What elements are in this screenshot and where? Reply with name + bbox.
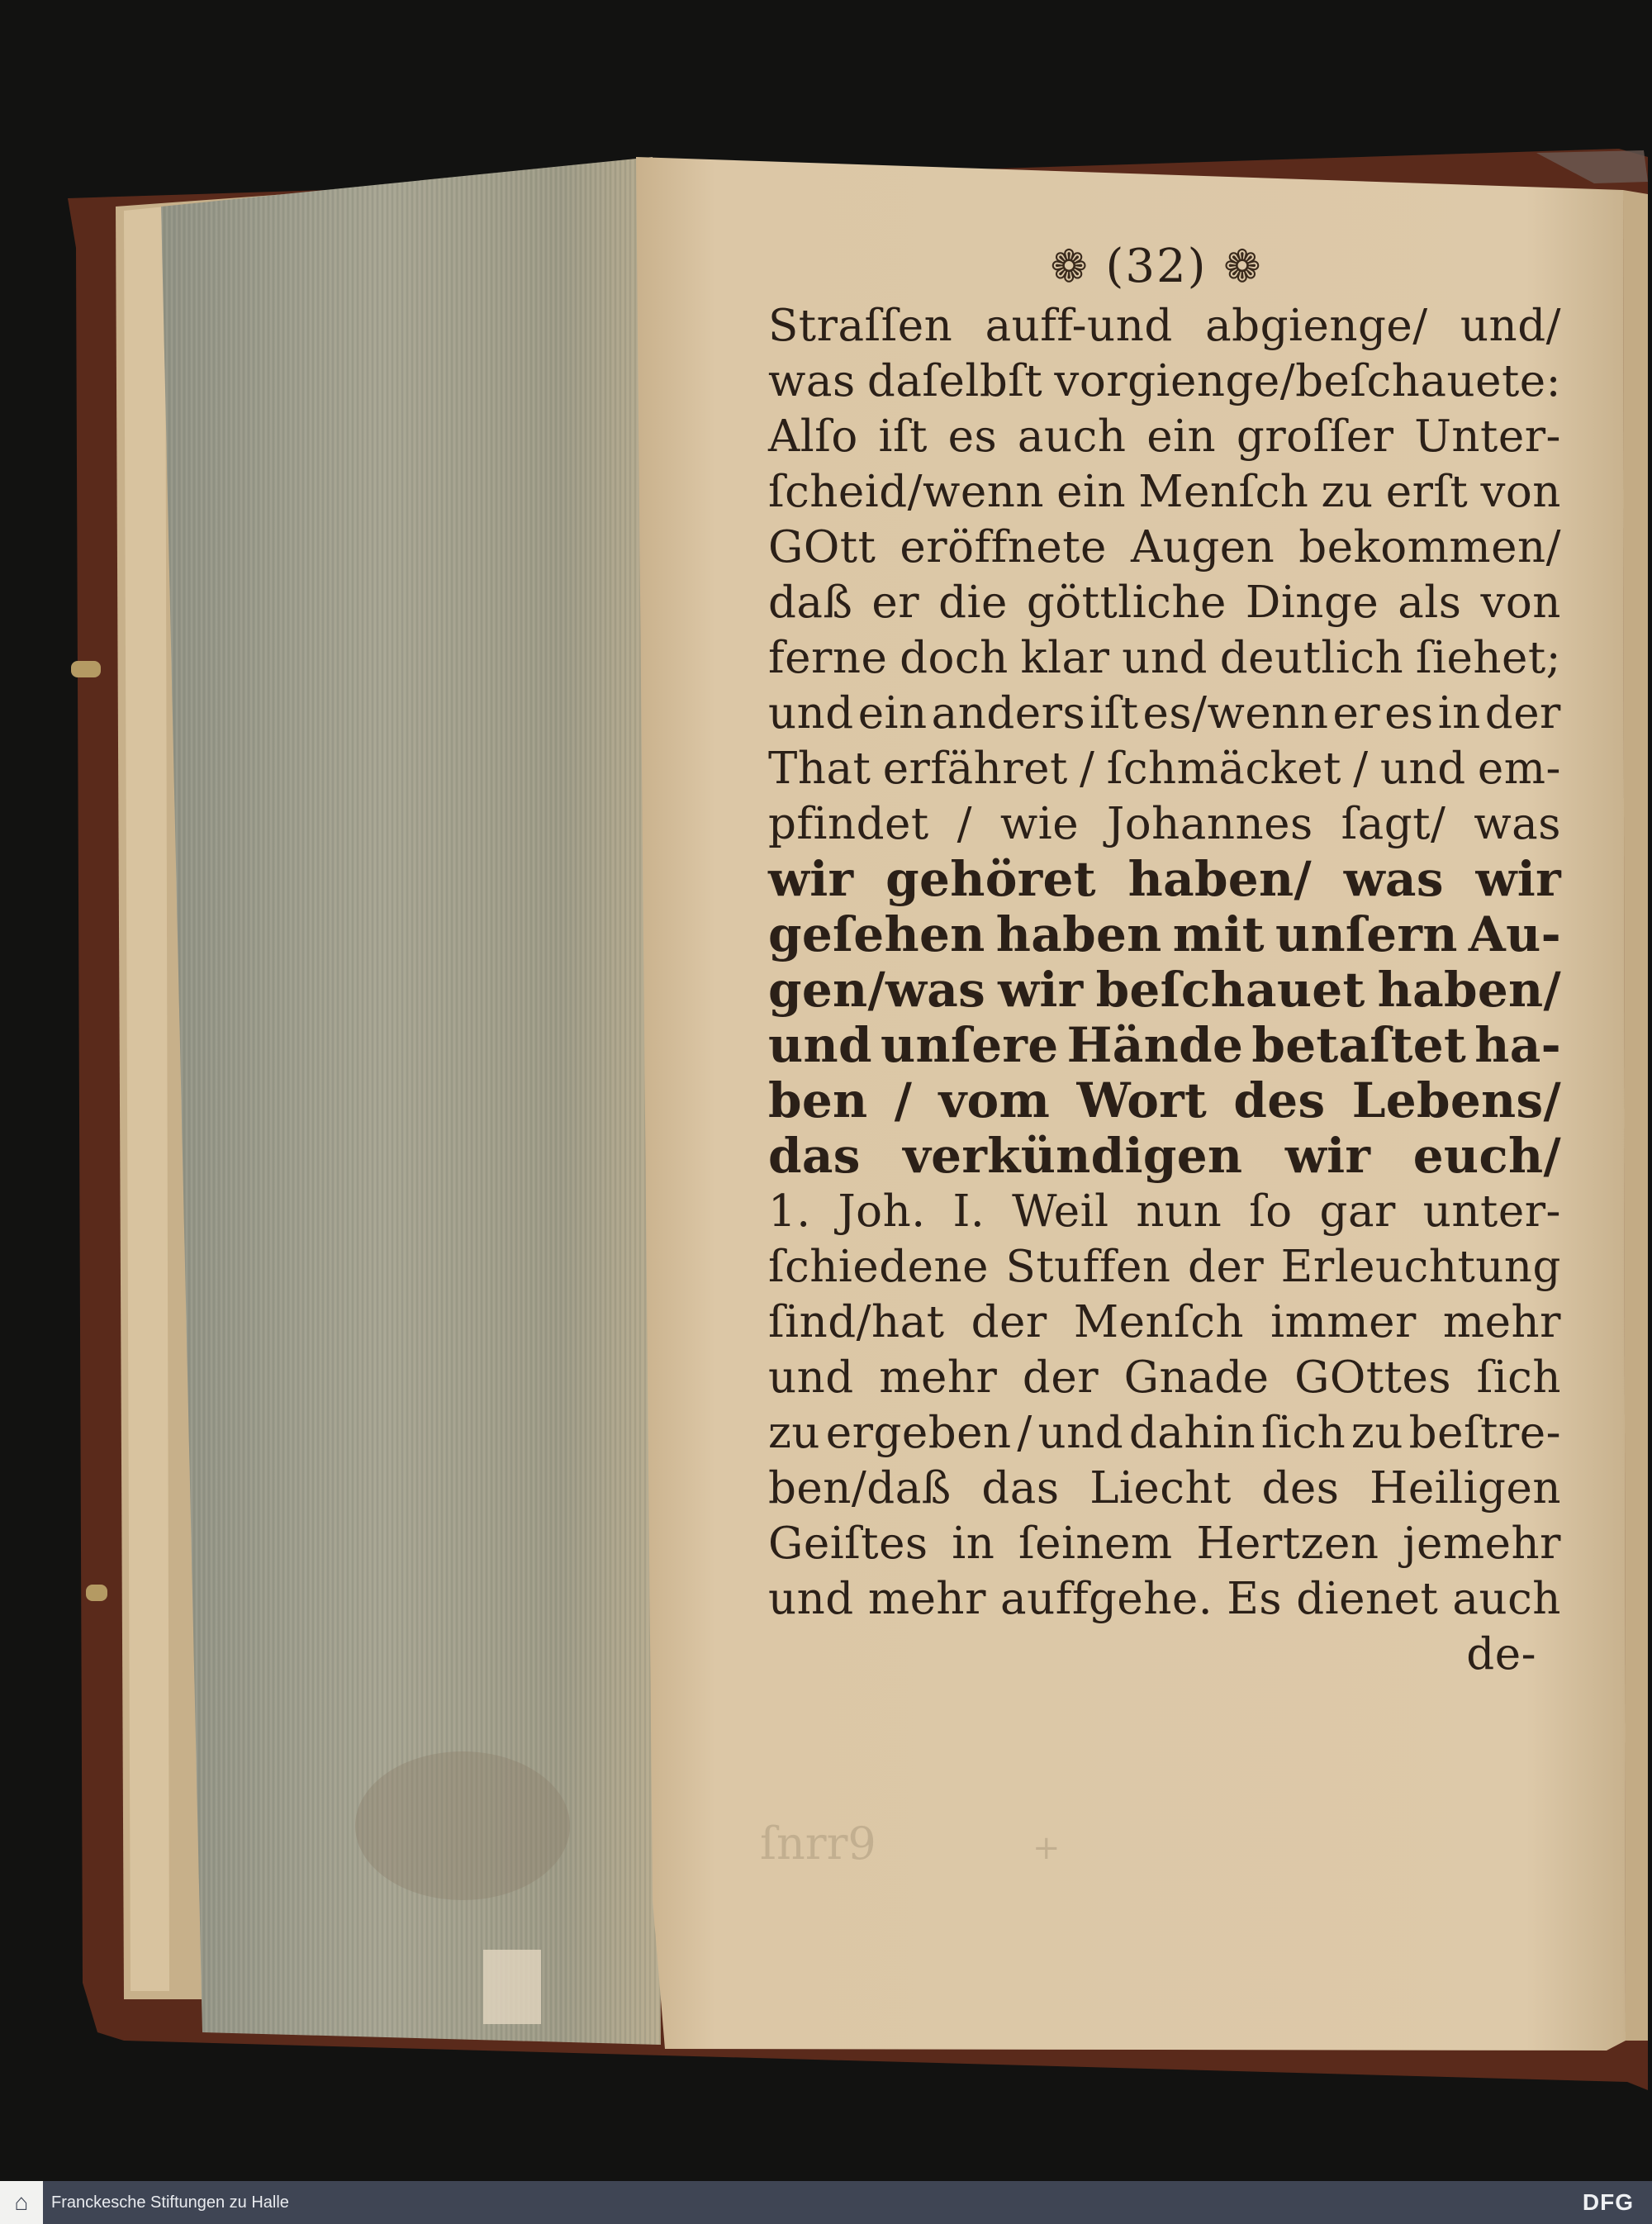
word: iſt — [878, 411, 928, 462]
word: ſchiedene — [768, 1242, 990, 1292]
text-line — [768, 354, 1561, 409]
word: von — [1480, 577, 1561, 628]
word: Augen — [1130, 522, 1275, 573]
word: mehr — [1442, 1297, 1561, 1347]
word: dahin — [1128, 1408, 1256, 1458]
word: deutlich — [1219, 633, 1404, 683]
word: klar — [1020, 633, 1110, 683]
text-line — [768, 907, 1561, 962]
word: das — [981, 1463, 1060, 1514]
word: zu — [1351, 1408, 1403, 1458]
catchword: de- — [1466, 1629, 1536, 1680]
building-icon: ⌂ — [0, 2181, 43, 2224]
text-line — [768, 1405, 1561, 1461]
word: Liecht — [1089, 1463, 1232, 1514]
word: ſchmäcket — [1106, 744, 1341, 794]
word: ein — [1146, 411, 1217, 462]
text-line — [768, 1239, 1561, 1295]
word: es/wenn — [1142, 688, 1329, 739]
word: ſich — [1260, 1408, 1346, 1458]
word: beſtre- — [1408, 1408, 1561, 1458]
word: haben/ — [1377, 962, 1561, 1018]
word: ſcheid/wenn — [768, 467, 1045, 517]
word: Menſch — [1138, 467, 1309, 517]
word: zu — [1321, 467, 1374, 517]
dfg-logo: DFG — [1582, 2189, 1634, 2215]
text-line — [768, 1073, 1561, 1129]
word: er — [1332, 688, 1381, 739]
word: mit — [1172, 906, 1265, 962]
text-line — [768, 1461, 1561, 1516]
word: Heiligen — [1370, 1463, 1561, 1514]
word: Unter- — [1414, 411, 1561, 462]
word: in — [952, 1518, 995, 1569]
word: in — [1437, 688, 1481, 739]
word: Joh. — [838, 1186, 926, 1237]
word: daß — [768, 577, 853, 628]
text-line — [768, 1295, 1561, 1350]
word: vorgienge/beſchauete: — [1054, 356, 1561, 406]
catchword-line — [768, 1627, 1561, 1682]
word: wie — [999, 799, 1080, 849]
word: wir — [998, 962, 1084, 1018]
text-line — [768, 630, 1561, 686]
word: Dinge — [1245, 577, 1379, 628]
word: Straſſen — [768, 301, 953, 351]
text-line — [768, 575, 1561, 630]
word: des — [1261, 1463, 1340, 1514]
word: und — [1122, 633, 1208, 683]
word: iſt — [1089, 688, 1139, 739]
word: es — [1384, 688, 1434, 739]
word: auffgehe. — [1000, 1574, 1213, 1624]
word: ſo — [1249, 1186, 1293, 1237]
text-line — [768, 1184, 1561, 1239]
word: That — [768, 744, 871, 794]
word: GOtt — [768, 522, 876, 573]
word: ſind/hat — [768, 1297, 945, 1347]
word: jemehr — [1403, 1518, 1561, 1569]
word: Alſo — [768, 411, 858, 462]
word: ben/daß — [768, 1463, 952, 1514]
text-line — [768, 686, 1561, 741]
word: haben — [995, 906, 1162, 962]
word: unſere — [881, 1017, 1059, 1073]
clasp-pin-bottom — [86, 1585, 107, 1601]
word: unſern — [1275, 906, 1458, 962]
word: GOttes — [1294, 1352, 1452, 1403]
word: göttliche — [1026, 577, 1227, 628]
text-line — [768, 1350, 1561, 1405]
text-line — [768, 409, 1561, 464]
word: / — [1017, 1408, 1032, 1458]
word: immer — [1270, 1297, 1417, 1347]
text-line — [768, 464, 1561, 520]
word: Johannes — [1106, 799, 1313, 849]
word: erfähret — [882, 744, 1068, 794]
word: mehr — [879, 1352, 998, 1403]
word: ſich — [1476, 1352, 1561, 1403]
word: eröffnete — [900, 522, 1107, 573]
text-line — [768, 298, 1561, 354]
word: Weil — [1012, 1186, 1109, 1237]
word: doch — [900, 633, 1009, 683]
text-line — [768, 520, 1561, 575]
word: anders — [931, 688, 1086, 739]
svg-text:+: + — [1032, 1829, 1061, 1867]
word: Gnade — [1123, 1352, 1270, 1403]
word: Geiſtes — [768, 1518, 928, 1569]
word: ſiehet; — [1415, 633, 1561, 683]
word: des — [1233, 1072, 1326, 1129]
word: Hertzen — [1196, 1518, 1379, 1569]
word: und/ — [1460, 301, 1561, 351]
word: verkündigen — [903, 1128, 1243, 1184]
word: was — [1474, 799, 1561, 849]
word: ſagt/ — [1341, 799, 1446, 849]
page-number: (32) — [1105, 240, 1208, 293]
svg-text:ſnrr9: ſnrr9 — [760, 1818, 876, 1870]
text-line — [768, 796, 1561, 852]
word: Lebens/ — [1351, 1072, 1561, 1129]
word: Es — [1227, 1574, 1283, 1624]
word: / — [1353, 744, 1369, 794]
word: I. — [952, 1186, 985, 1237]
word: 1. — [768, 1186, 811, 1237]
word: und — [1379, 744, 1466, 794]
word: betaſtet — [1251, 1017, 1467, 1073]
word: auch — [1452, 1574, 1561, 1624]
word: ein — [857, 688, 928, 739]
word: Erleuchtung — [1280, 1242, 1561, 1292]
word: mehr — [867, 1574, 986, 1624]
word: der — [1484, 688, 1561, 739]
word: gehöret — [885, 851, 1096, 907]
word: geſehen — [768, 906, 985, 962]
word: groſſer — [1236, 411, 1394, 462]
word: und — [768, 688, 854, 739]
word: beſchauet — [1095, 962, 1365, 1018]
word: der — [1188, 1242, 1265, 1292]
word: ha- — [1474, 1017, 1561, 1073]
word: / — [1080, 744, 1095, 794]
word: auch — [1017, 411, 1127, 462]
word: ben — [768, 1072, 868, 1129]
word: von — [1480, 467, 1561, 517]
word: was — [768, 356, 856, 406]
word: es — [947, 411, 998, 462]
word: er — [871, 577, 920, 628]
text-line — [768, 962, 1561, 1018]
word: und — [768, 1352, 854, 1403]
word: das — [768, 1128, 861, 1184]
word: Menſch — [1073, 1297, 1245, 1347]
word: unter- — [1422, 1186, 1561, 1237]
word: bekommen/ — [1298, 522, 1561, 573]
page-header — [752, 235, 1561, 298]
text-line — [768, 852, 1561, 907]
word: Stuffen — [1005, 1242, 1171, 1292]
word: die — [938, 577, 1008, 628]
text-line — [768, 1516, 1561, 1571]
word: was — [1343, 851, 1444, 907]
word: nun — [1136, 1186, 1222, 1237]
word: dienet — [1296, 1574, 1439, 1624]
word: Hände — [1066, 1017, 1244, 1073]
word: der — [971, 1297, 1047, 1347]
word: gar — [1319, 1186, 1396, 1237]
word: Au- — [1468, 906, 1561, 962]
word: ſeinem — [1018, 1518, 1173, 1569]
word: auff-und — [985, 301, 1173, 351]
ornament-right-icon: ❁ — [1223, 240, 1263, 292]
clasp-pin-top — [71, 661, 101, 677]
word: und — [768, 1017, 872, 1073]
ornament-left-icon: ❁ — [1050, 240, 1089, 292]
word: wir — [1475, 851, 1561, 907]
word: als — [1398, 577, 1462, 628]
word: / — [957, 799, 972, 849]
word: / — [894, 1072, 913, 1129]
viewer-footer — [0, 2181, 1652, 2224]
word: haben/ — [1127, 851, 1312, 907]
word: und — [768, 1574, 854, 1624]
word: Wort — [1076, 1072, 1208, 1129]
word: erſt — [1385, 467, 1469, 517]
word: abgienge/ — [1205, 301, 1428, 351]
institution-label: Franckesche Stiftungen zu Halle — [51, 2193, 289, 2212]
word: em- — [1477, 744, 1561, 794]
word: wir — [1284, 1128, 1371, 1184]
text-body — [768, 298, 1561, 1627]
word: gen/was — [768, 962, 986, 1018]
word: der — [1022, 1352, 1099, 1403]
text-line — [768, 741, 1561, 796]
text-line — [768, 1018, 1561, 1073]
word: ergeben — [825, 1408, 1012, 1458]
word: und — [1037, 1408, 1124, 1458]
word: euch/ — [1412, 1128, 1561, 1184]
word: pfindet — [768, 799, 929, 849]
word: ein — [1056, 467, 1127, 517]
word: zu — [768, 1408, 821, 1458]
word: ferne — [768, 633, 888, 683]
word: daſelbſt — [866, 356, 1043, 406]
word: wir — [768, 851, 854, 907]
page-text — [768, 235, 1561, 1682]
text-line — [768, 1571, 1561, 1627]
text-line — [768, 1129, 1561, 1184]
word: vom — [938, 1072, 1051, 1129]
